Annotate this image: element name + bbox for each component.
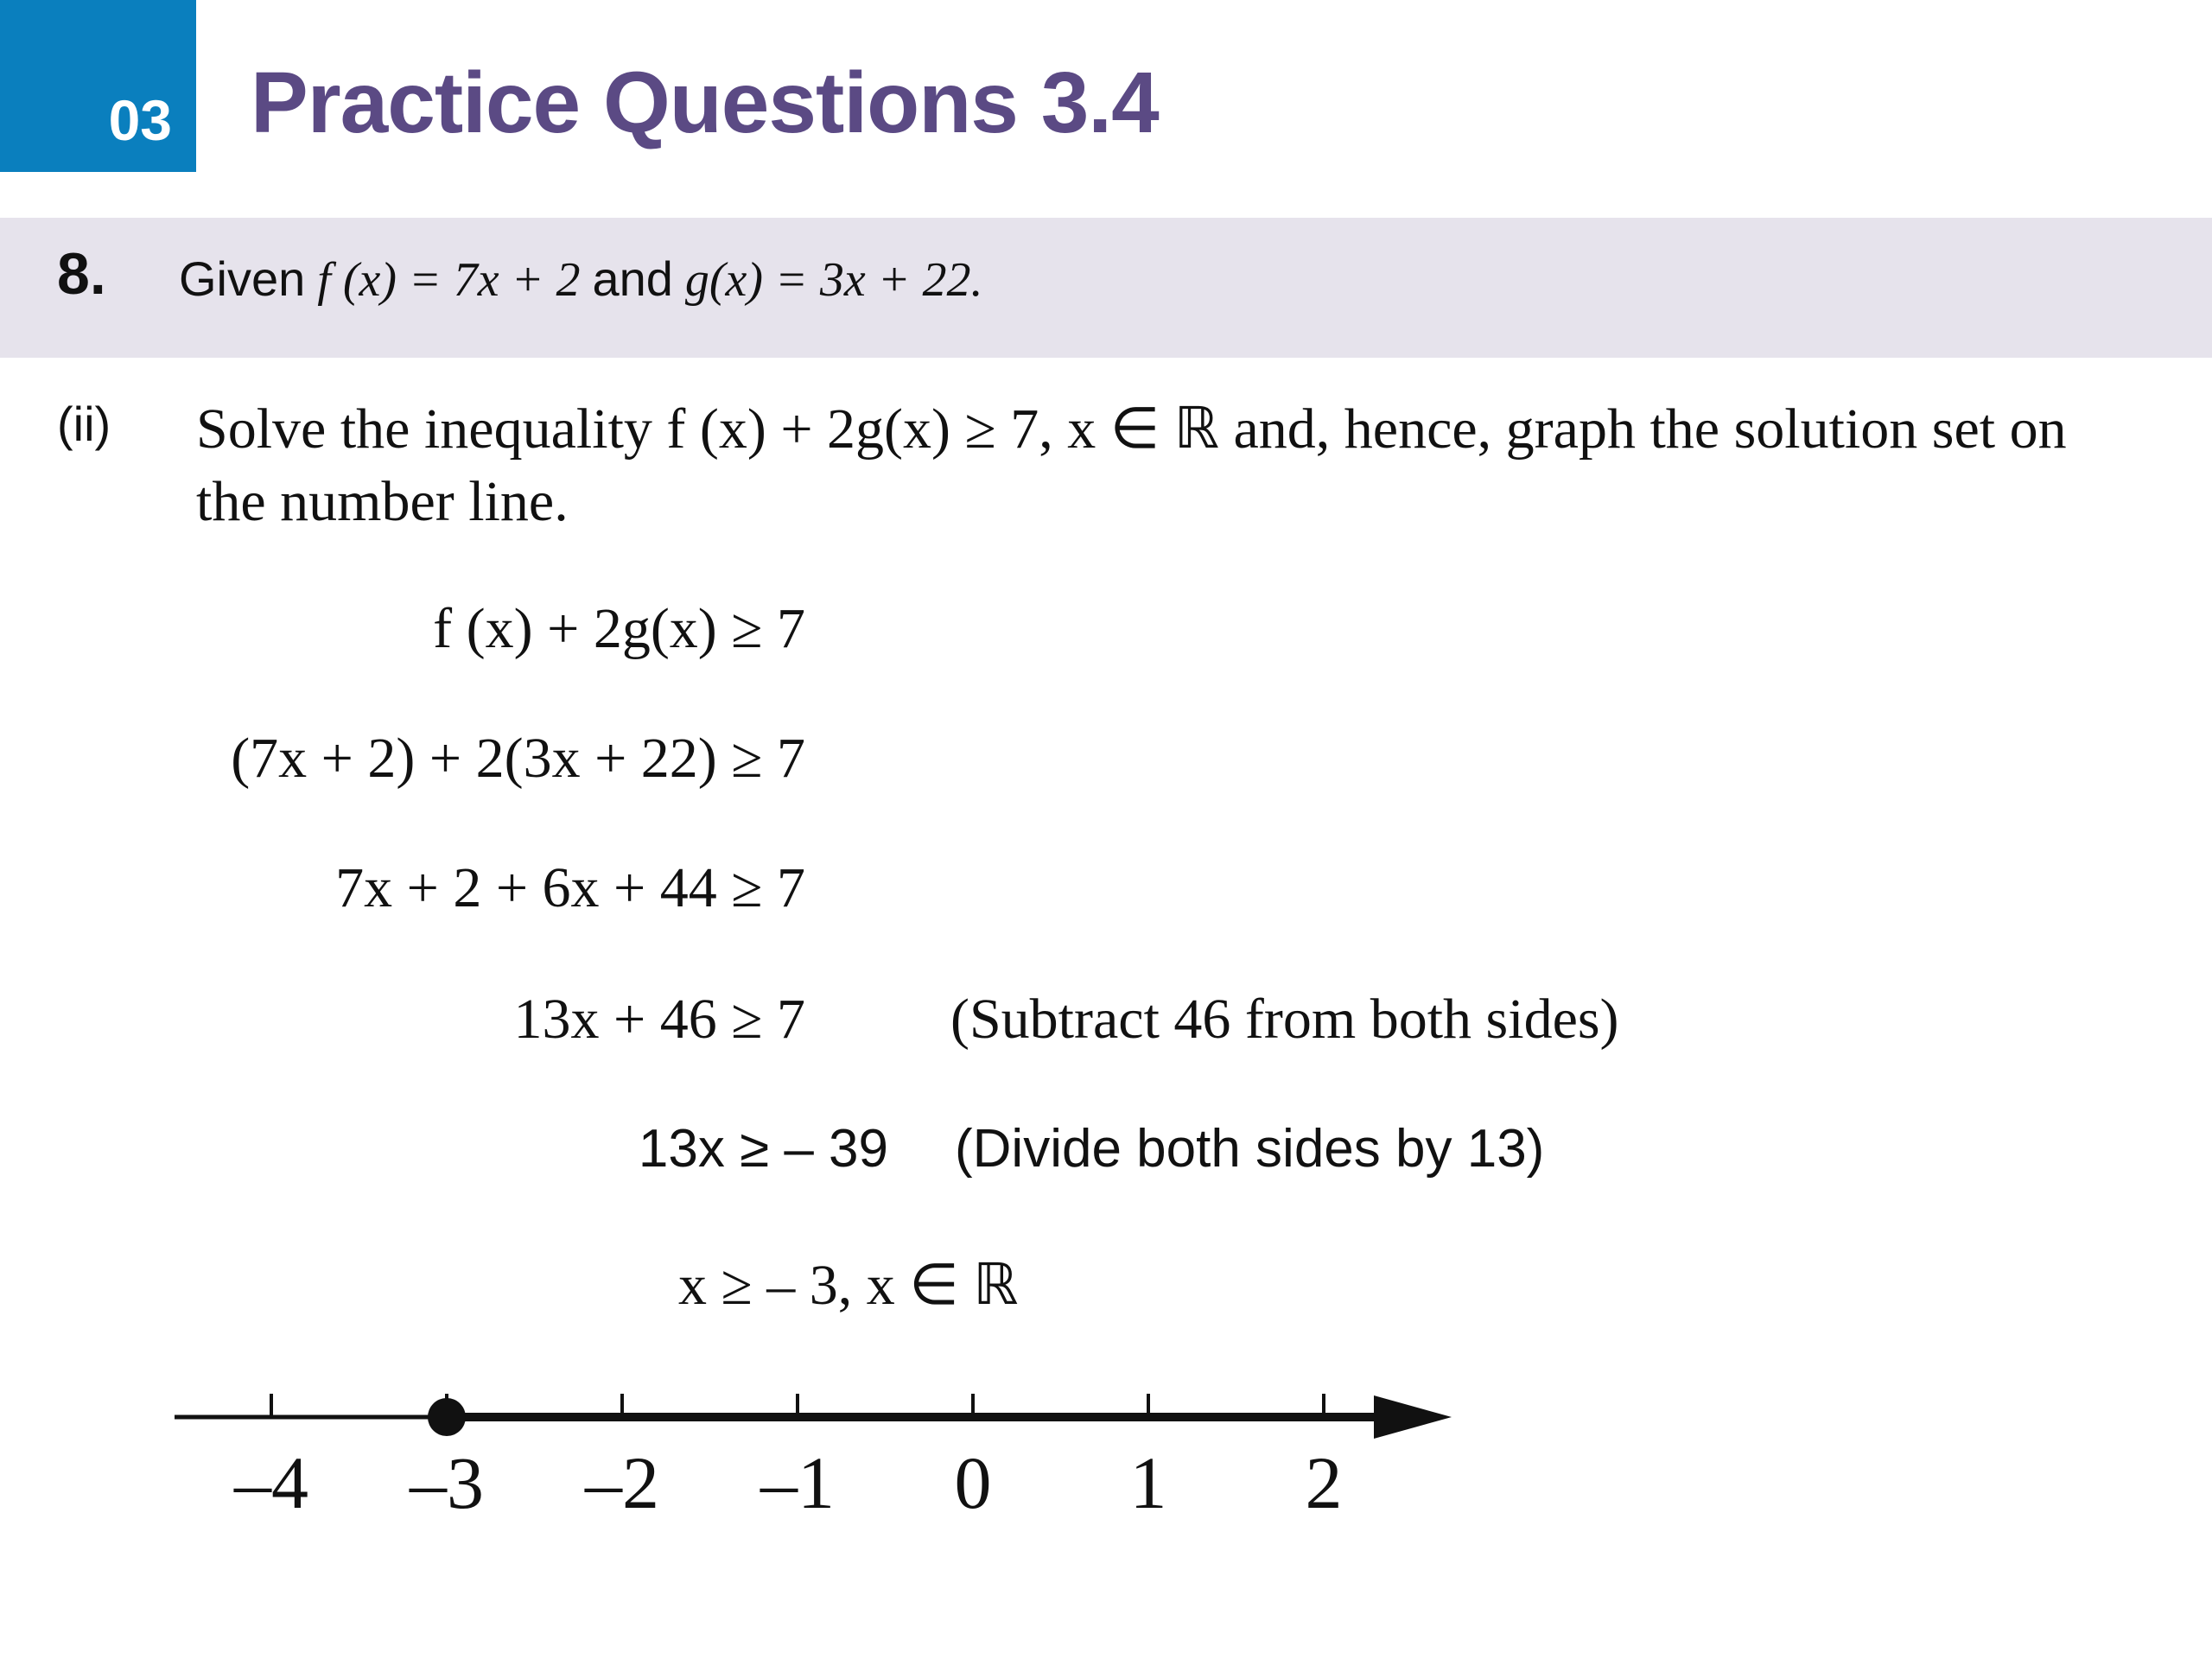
part-text: Solve the inequality f (x) + 2g(x) ≥ 7, x ∈ ℝ and, hence, graph the solution set on the number line. bbox=[196, 397, 2067, 533]
and-label: and bbox=[592, 251, 673, 306]
step-2: (7x + 2) + 2(3x + 22) ≥ 7 bbox=[231, 727, 805, 790]
question-text bbox=[179, 251, 982, 308]
tick-label: –4 bbox=[234, 1441, 308, 1524]
tick-label: 2 bbox=[1305, 1441, 1343, 1524]
question-number: 8. bbox=[57, 241, 106, 307]
tick-label: 0 bbox=[954, 1441, 992, 1524]
f-definition: f (x) = 7x + 2 bbox=[317, 253, 581, 307]
step-5-note: (Divide both sides by 13) bbox=[955, 1119, 1545, 1179]
tick-label: 1 bbox=[1129, 1441, 1167, 1524]
chapter-number: 03 bbox=[108, 88, 172, 152]
step-1: f (x) + 2g(x) ≥ 7 bbox=[433, 597, 805, 660]
tick-label: –2 bbox=[585, 1441, 659, 1524]
step-4: 13x + 46 ≥ 7 bbox=[513, 988, 805, 1051]
step-4-note: (Subtract 46 from both sides) bbox=[950, 988, 1619, 1051]
tick-label: –1 bbox=[760, 1441, 835, 1524]
tick-label: –3 bbox=[410, 1441, 484, 1524]
arrow-head-icon bbox=[1374, 1395, 1452, 1439]
closed-endpoint-dot bbox=[428, 1398, 466, 1436]
g-definition: g(x) = 3x + 22. bbox=[684, 253, 983, 307]
step-5: 13x ≥ – 39 bbox=[638, 1119, 888, 1179]
page-title: Practice Questions 3.4 bbox=[251, 54, 1159, 151]
chapter-badge bbox=[0, 0, 196, 172]
step-3: 7x + 2 + 6x + 44 ≥ 7 bbox=[335, 856, 805, 919]
step-6: x ≥ – 3, x ∈ ℝ bbox=[678, 1254, 1019, 1317]
given-label: Given bbox=[179, 251, 306, 306]
part-label: (ii) bbox=[57, 397, 111, 451]
number-line bbox=[164, 1378, 1478, 1551]
tick-label-group bbox=[233, 1441, 1343, 1524]
